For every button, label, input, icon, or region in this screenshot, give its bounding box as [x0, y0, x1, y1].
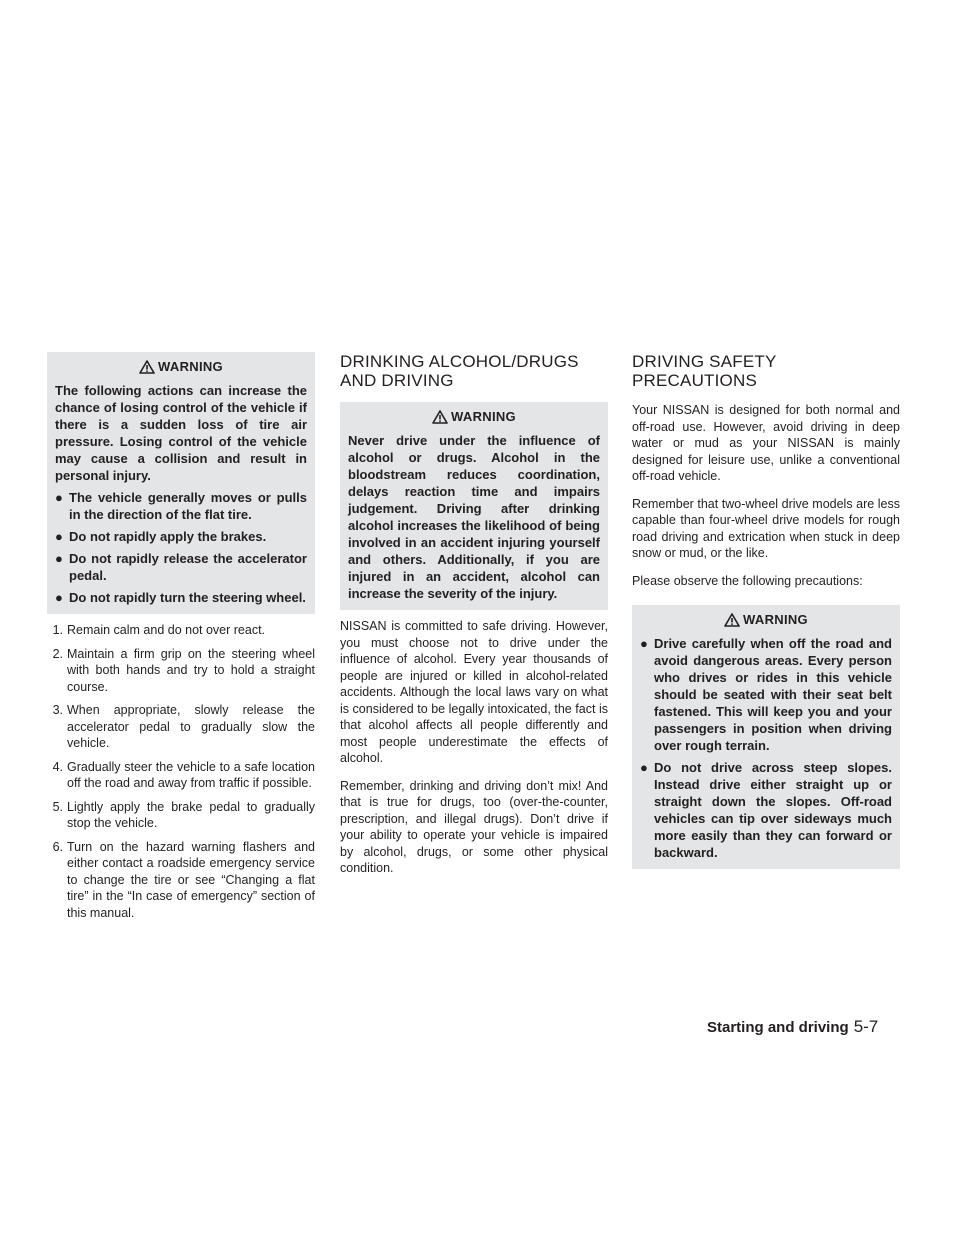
list-item: 6. Turn on the hazard warning flashers and either contact a roadside emergency service to change the tire or see “Changing a flat tire” in the “In case of emergency” section of this manual. — [52, 839, 315, 920]
warning-box-offroad — [632, 605, 900, 869]
section-heading-alcohol: DRINKING ALCOHOL/DRUGS AND DRIVING — [340, 352, 579, 390]
page-footer — [707, 1017, 878, 1037]
warning-box-flat-tire — [47, 352, 315, 614]
warning-bullet: ● The vehicle generally moves or pulls in the direction of the flat tire. — [55, 490, 307, 522]
warning-title — [55, 356, 307, 378]
warning-bullet: ● Do not rapidly turn the steering wheel. — [55, 590, 306, 605]
warning-bullet: ● Do not drive across steep slopes. Instead drive either straight up or straight down the slopes. Off-road vehicles can tip over sideways much more easily than they can forward or backward. — [640, 760, 892, 860]
page-number: 5-7 — [853, 1017, 879, 1036]
list-item: 1. Remain calm and do not over react. — [52, 623, 266, 637]
list-item: 3. When appropriate, slowly release the accelerator pedal to gradually slow the vehicle. — [52, 703, 315, 750]
list-item: 2. Maintain a firm grip on the steering wheel with both hands and try to hold a straight course. — [52, 646, 315, 694]
footer-section-title: Starting and driving — [707, 1019, 849, 1036]
bullet-icon: ● — [55, 529, 63, 544]
section-heading-safety: DRIVING SAFETY PRECAUTIONS — [632, 352, 777, 390]
warning-triangle-icon — [432, 410, 448, 424]
warning-triangle-icon — [139, 360, 155, 374]
warning-title-text: WARNING — [451, 409, 516, 424]
warning-bullet: ● Drive carefully when off the road and avoid dangerous areas. Every person who drives or rides in this vehicle should be seated with their seat belt fastened. This will keep you and your passengers in position when driving over rough terrain. — [640, 636, 892, 753]
steps-list — [47, 622, 315, 921]
warning-title — [348, 406, 600, 428]
paragraph: Please observe the following precautions: — [632, 573, 863, 588]
paragraph: Remember, drinking and driving don’t mix! And that is true for drugs, too (over-the-counter, prescription, and illegal drugs). Don’t drive if your ability to operate your vehicle is impaired by alcohol, drugs, or some other physical condition. — [340, 778, 608, 875]
warning-bullet: ● Do not rapidly apply the brakes. — [55, 529, 267, 544]
paragraph: NISSAN is committed to safe driving. However, you must choose not to drive under the influence of alcohol. Every year thousands of people are injured or killed in alcohol-related accidents. Although the local laws vary on what is considered to be legally intoxicated, the fact is that alcohol affects all people differently and most people underestimate the effects of alcohol. — [340, 619, 608, 765]
bullet-icon: ● — [55, 590, 63, 605]
warning-title — [640, 609, 892, 631]
paragraph: Your NISSAN is designed for both normal and off-road use. However, avoid driving in deep water or mud as your NISSAN is mainly designed for leisure use, unlike a conventional off-road vehicle. — [632, 403, 900, 483]
warning-title-text: WARNING — [158, 359, 223, 374]
column-left — [47, 352, 315, 928]
bullet-icon: ● — [55, 490, 63, 505]
list-item: 4. Gradually steer the vehicle to a safe location off the road and away from traffic if possible. — [52, 759, 315, 790]
list-item: 5. Lightly apply the brake pedal to gradually stop the vehicle. — [52, 799, 315, 830]
warning-triangle-icon — [724, 613, 740, 627]
column-middle — [340, 352, 608, 888]
column-right — [632, 352, 900, 869]
paragraph: Remember that two-wheel drive models are less capable than four-wheel drive models for rough road driving and extrication when stuck in deep snow or mud, or the like. — [632, 496, 900, 560]
warning-bullet: ● Do not rapidly release the accelerator pedal. — [55, 551, 307, 583]
warning-box-alcohol — [340, 402, 608, 610]
bullet-icon: ● — [55, 551, 63, 566]
warning-text: Never drive under the influence of alcohol or drugs. Alcohol in the bloodstream reduces coordination, delays reaction time and impairs judgement. Driving after drinking alcohol increases the likelihood of being involved in an accident injuring yourself and others. Additionally, if you are injured in an accident, alcohol can increase the severity of the injury. — [348, 433, 600, 601]
bullet-icon: ● — [640, 760, 648, 775]
warning-intro: The following actions can increase the chance of losing control of the vehicle if there is a sudden loss of tire air pressure. Losing control of the vehicle may cause a collision and result in personal injury. — [55, 383, 307, 483]
bullet-icon: ● — [640, 636, 648, 651]
warning-title-text: WARNING — [743, 612, 808, 627]
